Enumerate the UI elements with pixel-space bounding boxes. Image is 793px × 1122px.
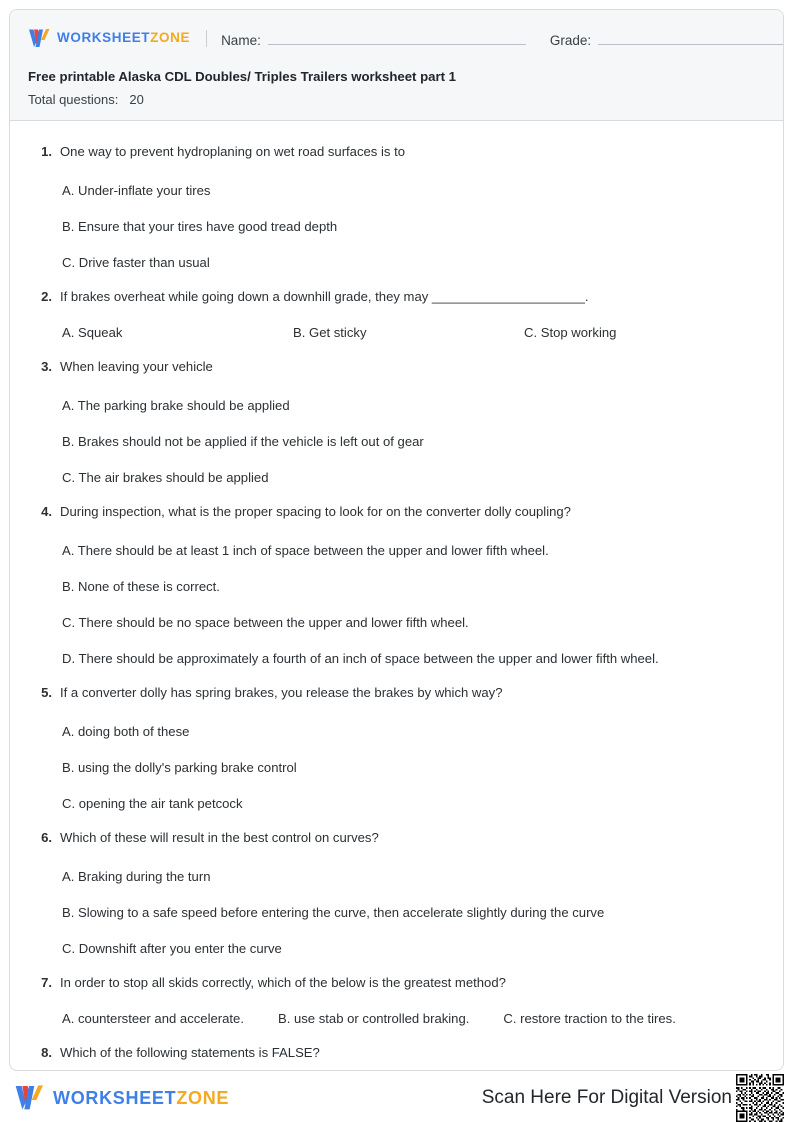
footer-worksheet-zone-logo-icon: [14, 1084, 44, 1112]
question-item: [30, 143, 763, 271]
answer-option[interactable]: A. countersteer and accelerate.: [62, 1011, 244, 1027]
question-prompt: [30, 684, 763, 701]
worksheet-footer: [9, 1077, 784, 1119]
answer-option[interactable]: A. There should be at least 1 inch of space between the upper and lower fifth wheel.: [62, 543, 549, 559]
footer-logo-wordmark-worksheet: WORKSHEET: [53, 1088, 177, 1108]
logo-wordmark: [57, 31, 190, 45]
options-list: [30, 378, 763, 486]
options-list: [62, 305, 763, 341]
answer-option[interactable]: C. Downshift after you enter the curve: [62, 941, 282, 957]
grade-label: Grade:: [549, 32, 592, 48]
question-text: Which of the following statements is FALSE?: [60, 1045, 320, 1061]
question-prompt: [30, 358, 763, 375]
question-prompt: [30, 829, 763, 846]
options-list: [30, 849, 763, 957]
answer-option[interactable]: B. Get sticky: [293, 325, 367, 341]
question-text: When leaving your vehicle: [60, 359, 213, 375]
answer-option[interactable]: [62, 1064, 763, 1071]
answer-option[interactable]: A. doing both of these: [62, 724, 190, 740]
question-prompt: [30, 1044, 763, 1061]
scan-label: Scan Here For Digital Version: [481, 1087, 732, 1108]
question-item: [30, 503, 763, 667]
question-prompt: [30, 503, 763, 520]
logo-wordmark-worksheet: WORKSHEET: [57, 30, 151, 46]
logo-wordmark-zone: ZONE: [150, 30, 191, 46]
question-number: 5.: [41, 685, 52, 701]
question-number: 3.: [41, 359, 52, 375]
answer-option[interactable]: A. The parking brake should be applied: [62, 398, 290, 414]
question-text: If a converter dolly has spring brakes, you release the brakes by which way?: [60, 685, 503, 701]
options-list: [30, 704, 763, 812]
worksheet-zone-logo-icon: [28, 28, 50, 49]
worksheet-title: Free printable Alaska CDL Doubles/ Triples Trailers worksheet part 1: [28, 69, 457, 84]
question-item: [30, 829, 763, 957]
question-number: 7.: [41, 975, 52, 991]
name-input-line[interactable]: [268, 29, 526, 45]
grade-input-line[interactable]: [598, 29, 784, 45]
answer-option[interactable]: B. Slowing to a safe speed before entering the curve, then accelerate slightly during the curve: [62, 905, 605, 921]
answer-option[interactable]: B. Ensure that your tires have good tread depth: [62, 219, 338, 235]
answer-option[interactable]: C. restore traction to the tires.: [503, 1011, 676, 1027]
header-top-row: [28, 24, 765, 52]
name-field: [221, 29, 526, 48]
worksheet-zone-logo: [28, 28, 190, 49]
answer-option[interactable]: A. Under-inflate your tires: [62, 183, 211, 199]
options-list: [62, 991, 763, 1027]
question-text: If brakes overheat while going down a downhill grade, they may _____________________.: [60, 289, 589, 305]
footer-logo-wordmark: [53, 1089, 229, 1107]
answer-option[interactable]: B. use stab or controlled braking.: [277, 1011, 470, 1027]
question-item: [30, 1044, 763, 1071]
header-divider: [206, 30, 207, 47]
answer-option[interactable]: C. opening the air tank petcock: [62, 796, 243, 812]
name-label: Name:: [221, 32, 261, 48]
question-number: 1.: [41, 144, 52, 159]
question-prompt: [30, 974, 763, 991]
options-list: [30, 523, 763, 667]
answer-option[interactable]: A. Squeak: [62, 325, 123, 341]
answer-option[interactable]: B. None of these is correct.: [62, 579, 220, 595]
grade-field: [550, 29, 784, 48]
question-prompt: [30, 143, 763, 160]
options-list: [30, 163, 763, 271]
total-questions: [28, 92, 765, 108]
question-prompt: [30, 288, 763, 305]
scan-section: [482, 1074, 784, 1122]
question-text: Which of these will result in the best control on curves?: [60, 830, 379, 846]
questions-list: [10, 121, 783, 1071]
question-item: [30, 684, 763, 812]
question-item: [30, 288, 763, 341]
qr-code-icon[interactable]: [736, 1074, 784, 1122]
question-item: [30, 974, 763, 1027]
question-text: In order to stop all skids correctly, which of the below is the greatest method?: [60, 975, 506, 991]
total-questions-label: Total questions:: [28, 91, 119, 107]
footer-worksheet-zone-logo: [14, 1084, 229, 1112]
answer-option[interactable]: D. There should be approximately a fourth of an inch of space between the upper and lower fifth wheel.: [62, 651, 659, 667]
total-questions-value: 20: [129, 91, 144, 107]
answer-option[interactable]: A. Braking during the turn: [62, 869, 211, 885]
answer-option[interactable]: C. The air brakes should be applied: [62, 470, 269, 486]
answer-option[interactable]: C. There should be no space between the upper and lower fifth wheel.: [62, 615, 469, 631]
answer-option[interactable]: B. using the dolly's parking brake control: [62, 760, 297, 776]
question-number: 4.: [41, 504, 52, 520]
answer-option[interactable]: C. Stop working: [524, 325, 617, 341]
answer-option[interactable]: C. Drive faster than usual: [62, 255, 210, 271]
options-list: [30, 1064, 763, 1071]
question-text: During inspection, what is the proper spacing to look for on the converter dolly coupling?: [60, 504, 571, 520]
question-item: [30, 358, 763, 486]
worksheet-card: [9, 9, 784, 1071]
answer-option[interactable]: B. Brakes should not be applied if the vehicle is left out of gear: [62, 434, 424, 450]
question-number: 2.: [41, 289, 52, 305]
question-number: 6.: [41, 830, 52, 846]
worksheet-header: [10, 10, 783, 121]
question-number: 8.: [41, 1045, 52, 1061]
footer-logo-wordmark-zone: ZONE: [176, 1088, 230, 1108]
question-text: One way to prevent hydroplaning on wet road surfaces is to: [60, 144, 405, 159]
